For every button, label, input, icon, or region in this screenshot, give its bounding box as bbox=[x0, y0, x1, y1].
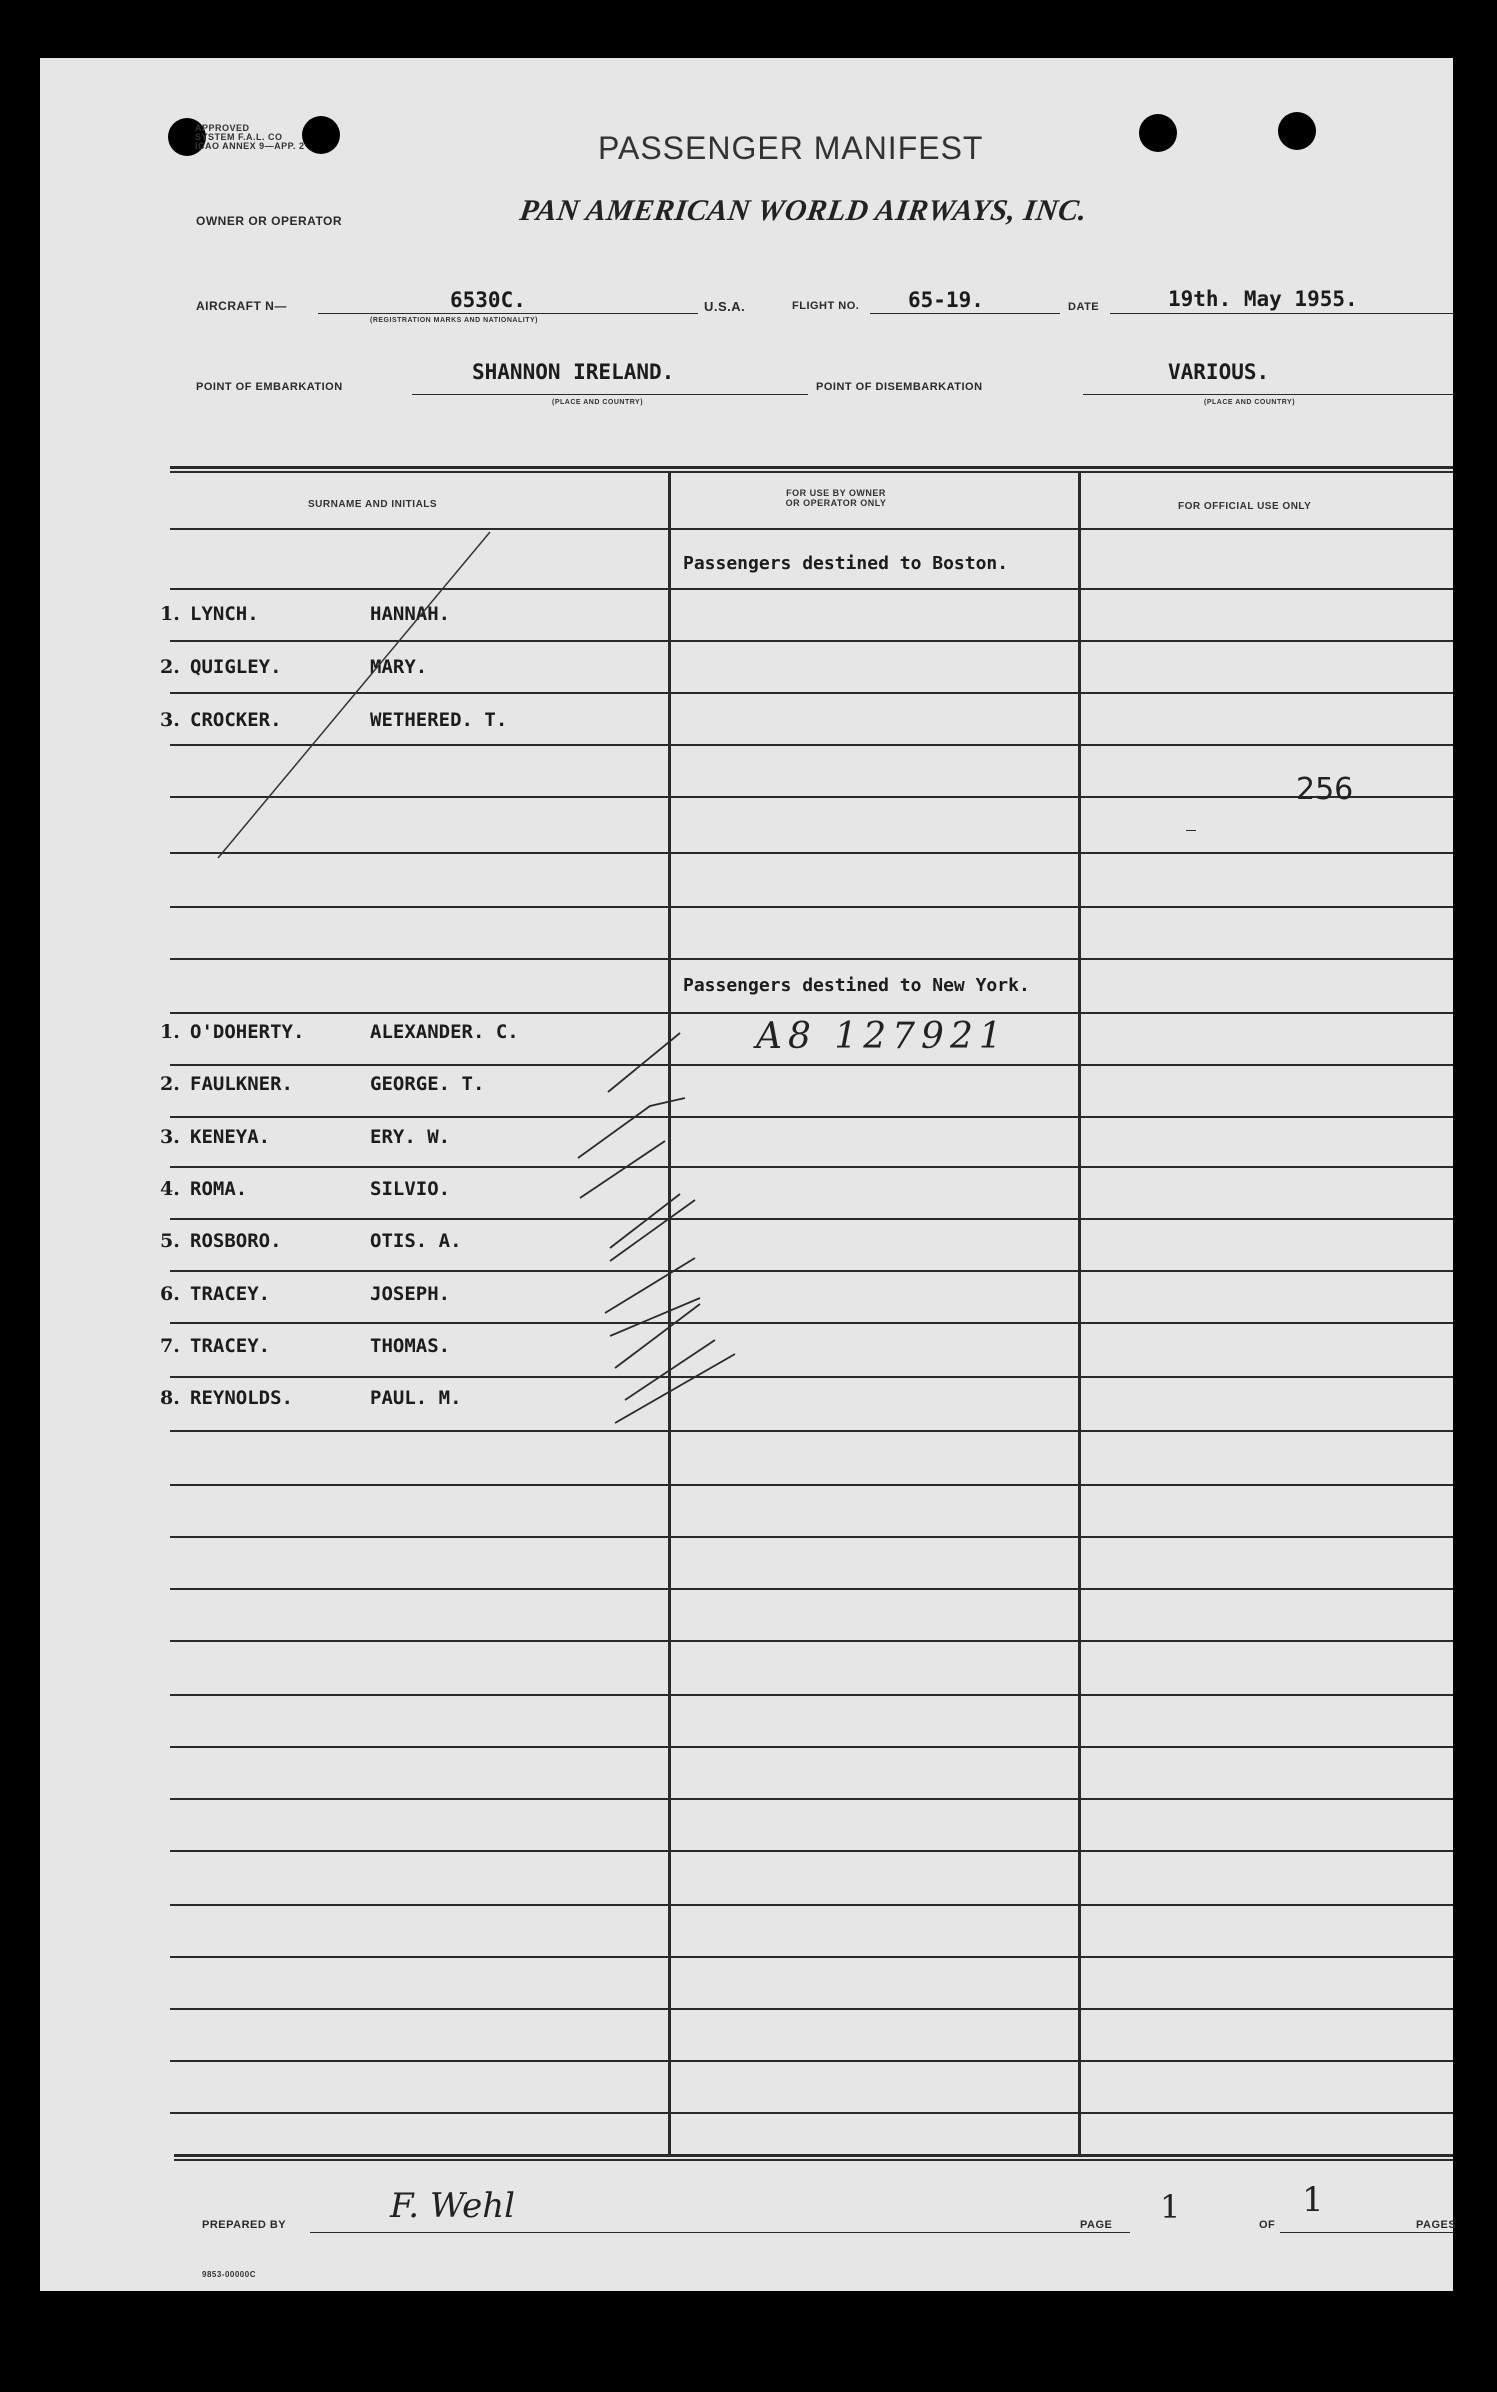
passenger-given-name: THOMAS. bbox=[370, 1334, 451, 1357]
col-official-header: FOR OFFICIAL USE ONLY bbox=[1178, 501, 1312, 512]
boston-heading: Passengers destined to Boston. bbox=[683, 553, 1009, 574]
passenger-surname: LYNCH. bbox=[190, 603, 259, 625]
embarkation-caption: (PLACE AND COUNTRY) bbox=[552, 399, 644, 406]
page-title: PASSENGER MANIFEST bbox=[598, 130, 984, 166]
owner-label: OWNER OR OPERATOR bbox=[196, 214, 343, 228]
embarkation-label: POINT OF EMBARKATION bbox=[196, 381, 343, 393]
passenger-given-name: ALEXANDER. C. bbox=[370, 1021, 519, 1043]
passenger-surname: ROMA. bbox=[190, 1177, 248, 1200]
disembarkation-label: POINT OF DISEMBARKATION bbox=[816, 381, 983, 393]
flight-date: 19th. May 1955. bbox=[1168, 287, 1358, 311]
passenger-number: 4. bbox=[160, 1177, 180, 1200]
passenger-number: 3. bbox=[160, 1125, 180, 1148]
passenger-number: 7. bbox=[160, 1334, 180, 1357]
flight-label: FLIGHT NO. bbox=[792, 300, 860, 312]
of-label: OF bbox=[1259, 2219, 1276, 2231]
form-number: 9853-00000C bbox=[202, 2270, 256, 2279]
passenger-surname: TRACEY. bbox=[190, 1282, 271, 1305]
passenger-given-name: MARY. bbox=[370, 656, 428, 678]
passenger-number: 2. bbox=[160, 1073, 180, 1096]
flight-number: 65-19. bbox=[908, 288, 984, 312]
passenger-given-name: JOSEPH. bbox=[370, 1282, 451, 1305]
date-label: DATE bbox=[1068, 301, 1100, 313]
passenger-number: 1. bbox=[160, 603, 180, 625]
embarkation-value: SHANNON IRELAND. bbox=[472, 360, 675, 384]
page-number: 1 bbox=[1160, 2188, 1181, 2226]
aircraft-number: 6530C. bbox=[450, 288, 526, 312]
passenger-number: 3. bbox=[160, 709, 180, 731]
passenger-given-name: PAUL. M. bbox=[370, 1387, 462, 1410]
handwritten-note: A8 127921 bbox=[756, 1016, 1008, 1057]
passenger-surname: REYNOLDS. bbox=[190, 1387, 293, 1410]
passenger-number: 8. bbox=[160, 1387, 180, 1410]
passenger-number: 6. bbox=[160, 1282, 180, 1305]
passenger-surname: O'DOHERTY. bbox=[190, 1021, 305, 1043]
passenger-given-name: SILVIO. bbox=[370, 1177, 451, 1200]
new-york-heading: Passengers destined to New York. bbox=[683, 975, 1030, 996]
col-owner-header: FOR USE BY OWNER OR OPERATOR ONLY bbox=[785, 488, 887, 508]
passenger-surname: QUIGLEY. bbox=[190, 656, 282, 678]
passenger-surname: FAULKNER. bbox=[190, 1073, 293, 1096]
pages-label: PAGES bbox=[1416, 2219, 1457, 2231]
usa-label: U.S.A. bbox=[704, 299, 746, 314]
approval-stamp: APPROVED SYSTEM F.A.L. CO ICAO ANNEX 9—APP. 2 bbox=[195, 123, 305, 151]
operator-name: PAN AMERICAN WORLD AIRWAYS, INC. bbox=[517, 194, 1090, 227]
passenger-number: 1. bbox=[160, 1021, 180, 1043]
page-label: PAGE bbox=[1080, 2219, 1113, 2231]
passenger-given-name: WETHERED. T. bbox=[370, 709, 508, 731]
aircraft-caption: (REGISTRATION MARKS AND NATIONALITY) bbox=[370, 317, 538, 324]
passenger-number: 5. bbox=[160, 1230, 180, 1253]
prepared-by-signature: F. Wehl bbox=[390, 2186, 515, 2226]
passenger-surname: TRACEY. bbox=[190, 1334, 271, 1357]
disembarkation-value: VARIOUS. bbox=[1168, 360, 1270, 384]
prepared-by-label: PREPARED BY bbox=[202, 2219, 287, 2231]
passenger-given-name: OTIS. A. bbox=[370, 1230, 462, 1253]
official-note: 256 bbox=[1296, 772, 1354, 807]
aircraft-label: AIRCRAFT N— bbox=[196, 299, 287, 313]
col-surname-header: SURNAME AND INITIALS bbox=[308, 499, 438, 510]
passenger-surname: ROSBORO. bbox=[190, 1230, 282, 1253]
check-marks bbox=[40, 58, 1453, 2291]
passenger-given-name: GEORGE. T. bbox=[370, 1073, 485, 1096]
passenger-number: 2. bbox=[160, 656, 180, 678]
manifest-sheet bbox=[40, 58, 1457, 2291]
page-total: 1 bbox=[1302, 2180, 1324, 2220]
passenger-given-name: ERY. W. bbox=[370, 1125, 451, 1148]
passenger-surname: CROCKER. bbox=[190, 709, 282, 731]
passenger-given-name: HANNAH. bbox=[370, 603, 451, 625]
passenger-surname: KENEYA. bbox=[190, 1125, 271, 1148]
disembarkation-caption: (PLACE AND COUNTRY) bbox=[1204, 399, 1296, 406]
